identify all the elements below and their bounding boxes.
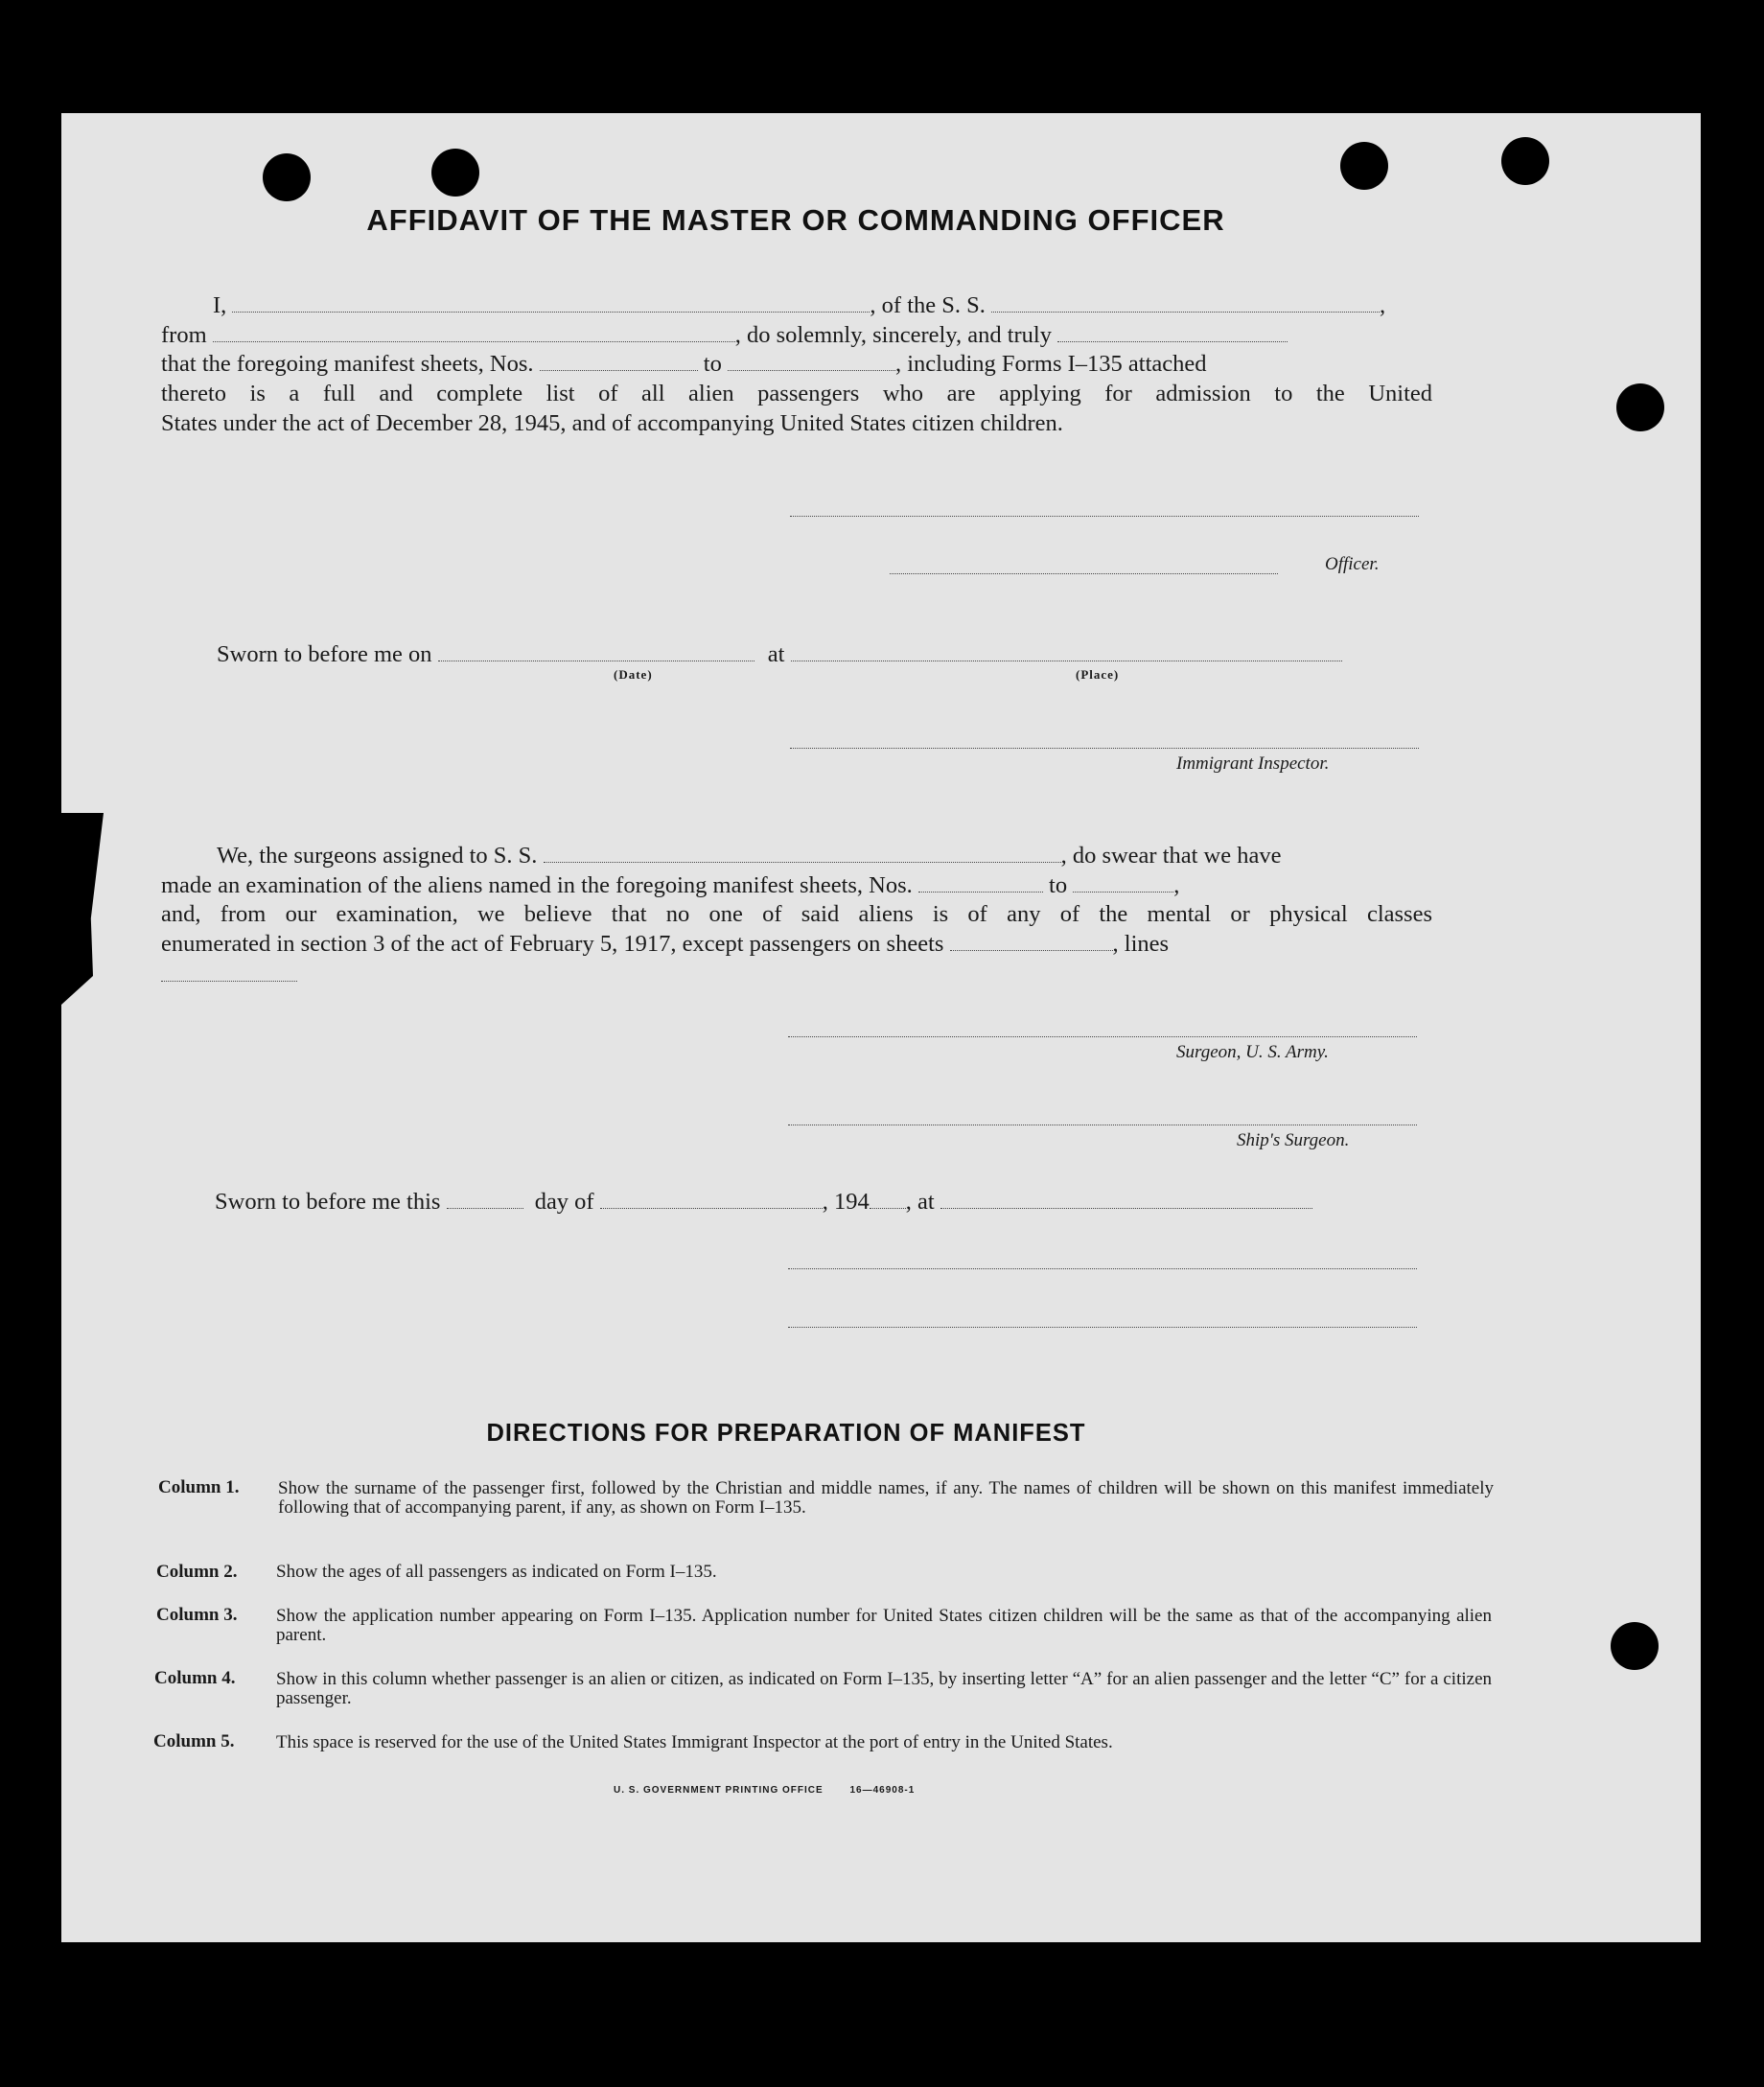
surgeon-ship-field[interactable] [544, 843, 1061, 863]
affidavit-line-2 [161, 321, 1288, 350]
direction-text: Show in this column whether passenger is an alien or citizen, as indicated on Form I–135, by inserting letter “A” for an alien passenger and the letter “C” for a citizen passenger. [276, 1669, 1492, 1708]
printer-imprint [614, 1785, 915, 1796]
sworn-place-field[interactable] [940, 1189, 1312, 1209]
affidavit-line-4: thereto is a full and complete list of all alien passengers who are applying for admission to the United [161, 381, 1432, 406]
text: , [1380, 292, 1386, 318]
surgeons-line-3: and, from our examination, we believe that no one of said aliens is of any of the mental or physical classes [161, 901, 1432, 927]
inspector-caption: Immigrant Inspector. [1176, 754, 1330, 774]
form-code: 16—46908-1 [849, 1785, 916, 1796]
text: made an examination of the aliens named in the foregoing manifest sheets, Nos. [161, 872, 913, 898]
army-surgeon-caption: Surgeon, U. S. Army. [1176, 1042, 1329, 1062]
direction-label: Column 4. [154, 1668, 236, 1688]
punch-hole [263, 153, 311, 201]
direction-text: This space is reserved for the use of the United States Immigrant Inspector at the port of entry in the United States. [276, 1732, 1113, 1752]
officer-caption: Officer. [1325, 554, 1380, 574]
ship-field[interactable] [991, 292, 1380, 313]
oath-field[interactable] [1057, 322, 1288, 342]
text: Sworn to before me on [217, 641, 432, 667]
direction-text: Show the surname of the passenger first, followed by the Christian and middle names, if any. The names of children will be shown on this manifest immediately following that of accompanying parent, if any, as shown on Form I–135. [278, 1478, 1494, 1518]
punch-hole [1340, 142, 1388, 190]
punch-hole [1611, 1622, 1659, 1670]
sworn-line-2 [215, 1188, 1312, 1217]
direction-text: Show the ages of all passengers as indicated on Form I–135. [276, 1562, 717, 1582]
text: , do solemnly, sincerely, and truly [734, 322, 1052, 348]
text: from [161, 322, 207, 348]
text: , of the S. S. [870, 292, 986, 318]
affidavit-line-5: States under the act of December 28, 1945, and of accompanying United States citizen children. [161, 410, 1063, 436]
ship-surgeon-caption: Ship's Surgeon. [1237, 1130, 1350, 1150]
text: that the foregoing manifest sheets, Nos. [161, 351, 534, 377]
text: I, [213, 292, 227, 318]
from-field[interactable] [213, 322, 735, 342]
direction-label: Column 2. [156, 1562, 238, 1582]
date-label: (Date) [614, 667, 653, 682]
day-field[interactable] [447, 1189, 523, 1209]
lines-field[interactable] [161, 980, 297, 982]
sworn-signature-line-1[interactable] [788, 1267, 1417, 1269]
officer-signature-line[interactable] [890, 572, 1278, 574]
surgeons-line-2 [161, 871, 1179, 900]
punch-hole [1616, 383, 1664, 431]
text: , including Forms I–135 attached [894, 351, 1207, 377]
text: to [703, 351, 722, 377]
month-field[interactable] [600, 1189, 823, 1209]
ship-surgeon-signature-line[interactable] [788, 1124, 1417, 1125]
text: at [767, 641, 785, 667]
text: , 194 [822, 1189, 870, 1215]
text: day of [534, 1189, 594, 1215]
direction-text: Show the application number appearing on Form I–135. Application number for United States citizen children will be the same as that of the accompanying alien parent. [276, 1606, 1492, 1645]
surgeons-line-1 [217, 842, 1282, 870]
text: , lines [1112, 931, 1170, 957]
directions-title: DIRECTIONS FOR PREPARATION OF MANIFEST [486, 1420, 1086, 1447]
sheet-to-field[interactable] [728, 351, 895, 371]
surgeon-sheet-from-field[interactable] [918, 872, 1043, 893]
date-field[interactable] [438, 641, 754, 661]
surgeons-line-4 [161, 930, 1169, 959]
surgeon-sheet-to-field[interactable] [1073, 872, 1173, 893]
direction-label: Column 3. [156, 1605, 238, 1625]
printer-name: U. S. GOVERNMENT PRINTING OFFICE [614, 1785, 824, 1796]
sheet-from-field[interactable] [540, 351, 698, 371]
master-signature-line[interactable] [790, 515, 1419, 517]
army-surgeon-signature-line[interactable] [788, 1035, 1417, 1037]
text: , at [905, 1189, 935, 1215]
inspector-signature-line[interactable] [790, 747, 1419, 749]
name-field[interactable] [232, 292, 870, 313]
sworn-signature-line-2[interactable] [788, 1326, 1417, 1328]
place-field[interactable] [791, 641, 1342, 661]
page-title: AFFIDAVIT OF THE MASTER OR COMMANDING OFFICER [366, 203, 1225, 237]
text: Sworn to before me this [215, 1189, 441, 1215]
punch-hole [431, 149, 479, 197]
direction-label: Column 1. [158, 1477, 240, 1497]
text: , [1173, 872, 1180, 898]
affidavit-line-3 [161, 350, 1207, 379]
year-field[interactable] [870, 1189, 906, 1209]
place-label: (Place) [1076, 667, 1120, 682]
direction-label: Column 5. [153, 1731, 235, 1751]
sworn-line-1 [217, 640, 1342, 669]
text: to [1049, 872, 1068, 898]
text: We, the surgeons assigned to S. S. [217, 843, 538, 869]
punch-hole [1501, 137, 1549, 185]
text: , do swear that we have [1060, 843, 1282, 869]
affidavit-line-1 [213, 291, 1385, 320]
except-sheets-field[interactable] [950, 931, 1113, 951]
text: enumerated in section 3 of the act of February 5, 1917, except passengers on sheets [161, 931, 944, 957]
